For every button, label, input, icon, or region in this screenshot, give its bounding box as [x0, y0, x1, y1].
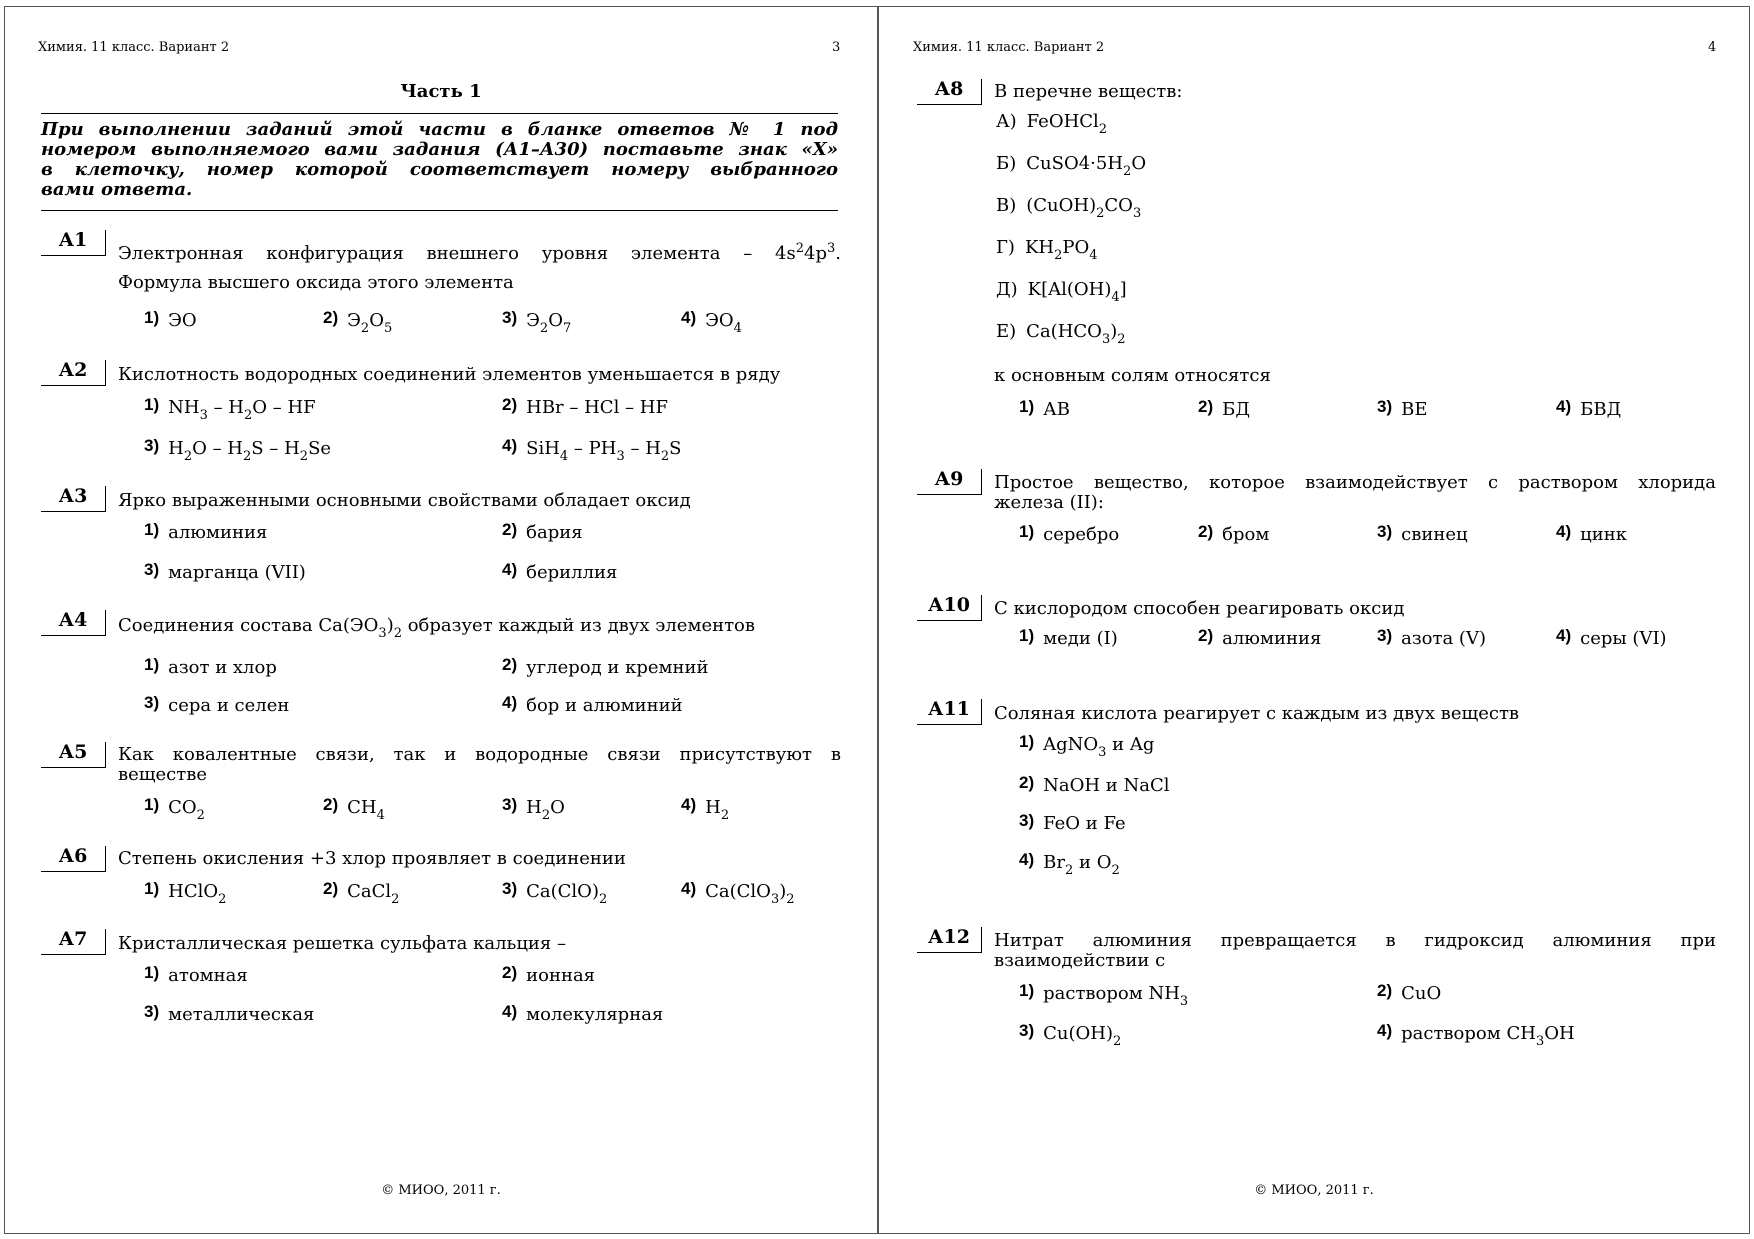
- option-a7-3[interactable]: 3) металлическая: [144, 1002, 315, 1025]
- page-header: Химия. 11 класс. Вариант 2: [913, 40, 1105, 55]
- page-footer: © МИОО, 2011 г.: [381, 1183, 501, 1198]
- option-a6-3[interactable]: 3) $Ca(ClO)_2$: [502, 879, 608, 907]
- task-number-a12: А12: [917, 927, 981, 953]
- question-a11: Соляная кислота реагирует с каждым из двух веществ: [994, 703, 1520, 724]
- question-a12-line2: взаимодействии с: [994, 950, 1166, 971]
- option-a11-1[interactable]: 1) AgNO$_3$ и Ag: [1019, 732, 1155, 760]
- option-a3-3[interactable]: 3) марганца (VII): [144, 560, 306, 583]
- option-a3-1[interactable]: 1) алюминия: [144, 520, 268, 543]
- option-a7-1[interactable]: 1) атомная: [144, 963, 248, 986]
- question-a5-line1: Как ковалентные связи, так и водородные связи присутствуют в: [118, 744, 841, 765]
- question-a10: С кислородом способен реагировать оксид: [994, 598, 1405, 619]
- task-number-a5: А5: [41, 742, 105, 768]
- task-number-a2: А2: [41, 360, 105, 386]
- page-footer: © МИОО, 2011 г.: [1254, 1183, 1374, 1198]
- option-a9-2[interactable]: 2) бром: [1198, 522, 1270, 545]
- option-a2-3[interactable]: 3) $H_2O - H_2S - H_2Se$: [144, 436, 332, 464]
- option-a10-4[interactable]: 4) серы (VI): [1556, 626, 1667, 649]
- task-number-a7: А7: [41, 929, 105, 955]
- page-number: 4: [1708, 40, 1717, 55]
- substance-g: Г) $KH_2PO_4$: [996, 237, 1098, 263]
- option-a4-3[interactable]: 3) сера и селен: [144, 693, 290, 716]
- option-a9-3[interactable]: 3) свинец: [1377, 522, 1468, 545]
- option-a1-3[interactable]: 3) $Э_2О_7$: [502, 308, 572, 336]
- substance-a: А) FeOHCl$_2$: [996, 111, 1108, 137]
- right-page: [878, 6, 1750, 1234]
- option-a4-1[interactable]: 1) азот и хлор: [144, 655, 277, 678]
- part-title: Часть 1: [400, 81, 482, 102]
- substance-e: Е) $Ca(HCO_3)_2$: [996, 321, 1126, 347]
- option-a2-2[interactable]: 2) HBr – HCl – HF: [502, 395, 668, 418]
- question-a4: Соединения состава $Са(ЭО_3)_2$ образует каждый из двух элементов: [118, 615, 756, 641]
- option-a11-3[interactable]: 3) FeO и Fe: [1019, 811, 1126, 834]
- option-a8-4[interactable]: 4) БВД: [1556, 397, 1622, 420]
- option-a10-2[interactable]: 2) алюминия: [1198, 626, 1322, 649]
- option-a6-4[interactable]: 4) $Ca(ClO_3)_2$: [681, 879, 795, 907]
- question-a5-line2: веществе: [118, 764, 207, 785]
- option-a8-1[interactable]: 1) АВ: [1019, 397, 1070, 420]
- question-a2: Кислотность водородных соединений элементов уменьшается в ряду: [118, 364, 781, 385]
- page-header: Химия. 11 класс. Вариант 2: [38, 40, 230, 55]
- option-a4-4[interactable]: 4) бор и алюминий: [502, 693, 683, 716]
- question-a3: Ярко выраженными основными свойствами обладает оксид: [118, 490, 691, 511]
- question-a1-line2: Формула высшего оксида этого элемента: [118, 272, 514, 293]
- option-a10-3[interactable]: 3) азота (V): [1377, 626, 1486, 649]
- substance-v: В) $(CuOH)_2CO_3$: [996, 195, 1142, 221]
- option-a4-2[interactable]: 2) углерод и кремний: [502, 655, 709, 678]
- option-a5-3[interactable]: 3) $H_2O$: [502, 795, 565, 823]
- instructions: При выполнении заданий этой части в бланке ответов № 1 под номером выполняемого вами задания (А1–А30) поставьте знак «Х» в клеточку, номер которой соответствует номеру выбранного вами ответа.: [41, 119, 838, 200]
- option-a11-4[interactable]: 4) $Br_2$ и $O_2$: [1019, 850, 1120, 878]
- task-number-a9: А9: [917, 469, 981, 495]
- question-a9-line2: железа (II):: [994, 492, 1104, 513]
- substance-d: Д) $K[Al(OH)_4]$: [996, 279, 1127, 305]
- option-a3-4[interactable]: 4) бериллия: [502, 560, 618, 583]
- question-a9-line1: Простое вещество, которое взаимодействует с раствором хлорида: [994, 472, 1716, 493]
- option-a8-2[interactable]: 2) БД: [1198, 397, 1250, 420]
- option-a12-1[interactable]: 1) раствором $NH_3$: [1019, 981, 1189, 1009]
- option-a5-1[interactable]: 1) $CO_2$: [144, 795, 205, 823]
- option-a6-2[interactable]: 2) CaCl$_2$: [323, 879, 400, 907]
- question-a1-line1: Электронная конфигурация внешнего уровня элемента – $4s^24p^3$.: [118, 241, 841, 264]
- option-a5-2[interactable]: 2) $CH_4$: [323, 795, 385, 823]
- question-a8-tail: к основным солям относятся: [994, 365, 1271, 386]
- option-a9-4[interactable]: 4) цинк: [1556, 522, 1627, 545]
- task-number-a10: А10: [917, 595, 981, 621]
- option-a11-2[interactable]: 2) NaOH и NaCl: [1019, 773, 1170, 796]
- task-number-a4: А4: [41, 610, 105, 636]
- question-a8: В перечне веществ:: [994, 81, 1183, 102]
- question-a7: Кристаллическая решетка сульфата кальция –: [118, 933, 567, 954]
- option-a1-4[interactable]: 4) $ЭО_4$: [681, 308, 742, 336]
- question-a6: Степень окисления +3 хлор проявляет в соединении: [118, 848, 626, 869]
- option-a12-2[interactable]: 2) CuO: [1377, 981, 1442, 1004]
- option-a7-4[interactable]: 4) молекулярная: [502, 1002, 664, 1025]
- divider: [41, 113, 838, 114]
- question-a12-line1: Нитрат алюминия превращается в гидроксид алюминия при: [994, 930, 1716, 951]
- option-a6-1[interactable]: 1) HClO$_2$: [144, 879, 227, 907]
- divider: [41, 210, 838, 211]
- task-number-a1: А1: [41, 230, 105, 256]
- task-number-a11: А11: [917, 699, 981, 725]
- option-a5-4[interactable]: 4) $H_2$: [681, 795, 730, 823]
- option-a1-1[interactable]: 1) ЭО: [144, 308, 197, 331]
- option-a12-4[interactable]: 4) раствором $CH_3OH$: [1377, 1021, 1575, 1049]
- task-number-a8: А8: [917, 79, 981, 105]
- task-number-a3: А3: [41, 486, 105, 512]
- option-a9-1[interactable]: 1) серебро: [1019, 522, 1120, 545]
- option-a7-2[interactable]: 2) ионная: [502, 963, 596, 986]
- option-a12-3[interactable]: 3) $Cu(OH)_2$: [1019, 1021, 1122, 1049]
- option-a2-1[interactable]: 1) $NH_3 - H_2O$ – HF: [144, 395, 316, 423]
- option-a10-1[interactable]: 1) меди (I): [1019, 626, 1118, 649]
- option-a1-2[interactable]: 2) $Э_2О_5$: [323, 308, 393, 336]
- option-a3-2[interactable]: 2) бария: [502, 520, 583, 543]
- option-a2-4[interactable]: 4) $SiH_4 - PH_3 - H_2S$: [502, 436, 682, 464]
- substance-b: Б) $CuSO4\cdot 5H_2O$: [996, 153, 1147, 179]
- option-a8-3[interactable]: 3) ВЕ: [1377, 397, 1428, 420]
- page-number: 3: [832, 40, 841, 55]
- left-page: [4, 6, 878, 1234]
- task-number-a6: А6: [41, 846, 105, 872]
